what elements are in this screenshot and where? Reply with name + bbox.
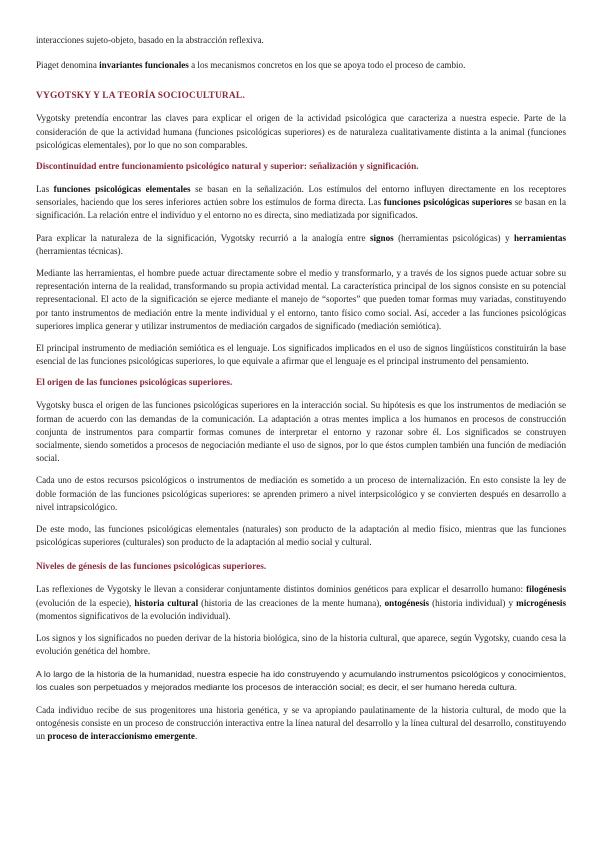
text-span: (evolución de la especie), (36, 597, 135, 608)
text-span: (historia de las creaciones de la mente humana), (198, 597, 385, 608)
text-span: (herramientas psicológicas) y (393, 232, 514, 243)
text-span: Piaget denomina (36, 60, 100, 71)
term-invariantes-funcionales: invariantes funcionales (99, 60, 189, 71)
paragraph-interaccion-social: Vygotsky busca el origen de las funciones psicológicas superiores en la interacción social. Su hipótesis es que los instrumentos de mediación se forman de acuerdo con las demandas de la comunicación. La adaptación a otras mentes implica a los humanos en procesos de construcción conjunta de instrumentos para compartir formas comunes de interpretar el entorno y razonar sobre él. Los significados se construyen socialmente, siendo sometidos a procesos de negociación mediante el uso de signos, por lo que éstos cumplen también una función de mediación social. (36, 400, 566, 464)
text-span: (herramientas técnicas). (36, 245, 123, 256)
paragraph-adaptacion: De este modo, las funciones psicológicas elementales (naturales) son producto de la adaptación al medio físico, mientras que las funciones psicológicas superiores (culturales) son producto de la adaptación al medio social y cultural. (36, 524, 566, 548)
paragraph-herramientas: Mediante las herramientas, el hombre puede actuar directamente sobre el medio y transformarlo, y a través de los signos puede actuar sobre su representación interna de la realidad, transformando su propia actividad mental. La característica principal de los signos consiste en su potencial representacional. El acto de la significación se ejerce mediante el manejo de “soportes” que pueden tomar formas muy variadas, constituyendo por tanto instrumentos de mediación entre la mente individual y el entorno, tanto físico como social. Así, acceder a las funciones psicológicas superiores implica generar y utilizar instrumentos de mediación cargados de significado (mediación semiótica). (36, 268, 566, 331)
paragraph-lenguaje: El principal instrumento de mediación semiótica es el lenguaje. Los significados implicados en el uso de signos lingüísticos constituirán la base esencial de las funciones psicológicas superiores, lo que equivale a afirmar que el lenguaje es el principal instrumento del pensamiento. (36, 343, 566, 367)
text-span: (momentos significativos de la evolución individual). (36, 610, 231, 621)
paragraph-continuation: interacciones sujeto-objeto, basado en la abstracción reflexiva. (36, 35, 264, 45)
text-span: Las (36, 184, 54, 195)
term-herramientas: herramientas (513, 232, 566, 243)
text-span: Cada individuo recibe de sus progenitores una historia genética, y se va apropiando paulatinamente de la historia cultural, de modo que la ontogénesis consiste en un proceso de construcción interactiva entre la línea natural del desarrollo y la línea cultural del desarrollo, constituyendo un (36, 704, 566, 742)
term-historia-cultural: historia cultural (134, 597, 199, 608)
text-span: a los mecanismos concretos en los que se apoya todo el proceso de cambio. (188, 60, 466, 71)
paragraph-ontogenesis (36, 704, 566, 744)
paragraph-humanidad: A lo largo de la historia de la humanidad, nuestra especie ha ido construyendo y acumulando instrumentos psicológicos y conocimientos, los cuales son perpetuados y mejorados mediante los procesos de interacción social; es decir, el ser humano hereda cultura. (36, 668, 566, 693)
term-filogenesis: filogénesis (526, 584, 566, 595)
subheading-discontinuidad: Discontinuidad entre funcionamiento psicológico natural y superior: señalización y significación. (36, 162, 419, 173)
text-span: se basan en la significación. La relación entre el individuo y el entorno no es directa, sino mediatizada por significados. (36, 197, 566, 221)
paragraph-dominios-geneticos (36, 583, 566, 623)
subheading-origen: El origen de las funciones psicológicas superiores. (36, 378, 233, 389)
section-heading-vygotsky: VYGOTSKY Y LA TEORÍA SOCIOCULTURAL. (36, 91, 245, 102)
paragraph-analogia (36, 232, 566, 258)
text-span: Para explicar la naturaleza de la significación, Vygotsky recurrió a la analogía entre (36, 232, 370, 243)
text-span: se basan en la señalización. Los estímulos del entorno influyen directamente en los receptores sensoriales, haciendo que los seres inferiores actúen sobre los estímulos de forma directa. Las (36, 184, 566, 208)
term-funciones-superiores: funciones psicológicas superiores (383, 197, 513, 208)
subheading-niveles: Niveles de génesis de las funciones psicológicas superiores. (36, 562, 267, 573)
paragraph-historia-cultural: Los signos y los significados no pueden derivar de la historia biológica, sino de la historia cultural, que aparece, según Vygotsky, cuando cesa la evolución genética del hombre. (36, 633, 566, 657)
term-microgenesis: microgénesis (516, 597, 566, 608)
paragraph-intro-vygotsky: Vygotsky pretendía encontrar las claves para explicar el origen de la actividad psicológica que caracteriza a nuestra especie. Parte de la consideración de que la actividad humana (funciones psicológicas superiores) es de naturaleza cualitativamente distinta a la animal (funciones psicológicas elementales), por lo que no son comparables. (36, 113, 566, 150)
term-signos: signos (369, 232, 394, 243)
term-funciones-elementales: funciones psicológicas elementales (53, 184, 191, 195)
term-ontogenesis: ontogénesis (384, 597, 430, 608)
text-span: (historia individual) y (429, 597, 517, 608)
paragraph-invariantes (36, 59, 566, 72)
term-interaccionismo-emergente: proceso de interaccionismo emergente (47, 731, 195, 742)
paragraph-senalizacion (36, 183, 566, 223)
text-span: Las reflexiones de Vygotsky le llevan a considerar conjuntamente distintos dominios genéticos para explicar el desarrollo humano: (36, 584, 527, 595)
paragraph-internalizacion: Cada uno de estos recursos psicológicos o instrumentos de mediación es sometido a un proceso de internalización. En esto consiste la ley de doble formación de las funciones psicológicas superiores: se aprenden primero a nivel interpsicológico y se convierten después en desarrollo a nivel intrapsicológico. (36, 475, 566, 512)
text-span: . (194, 731, 198, 742)
